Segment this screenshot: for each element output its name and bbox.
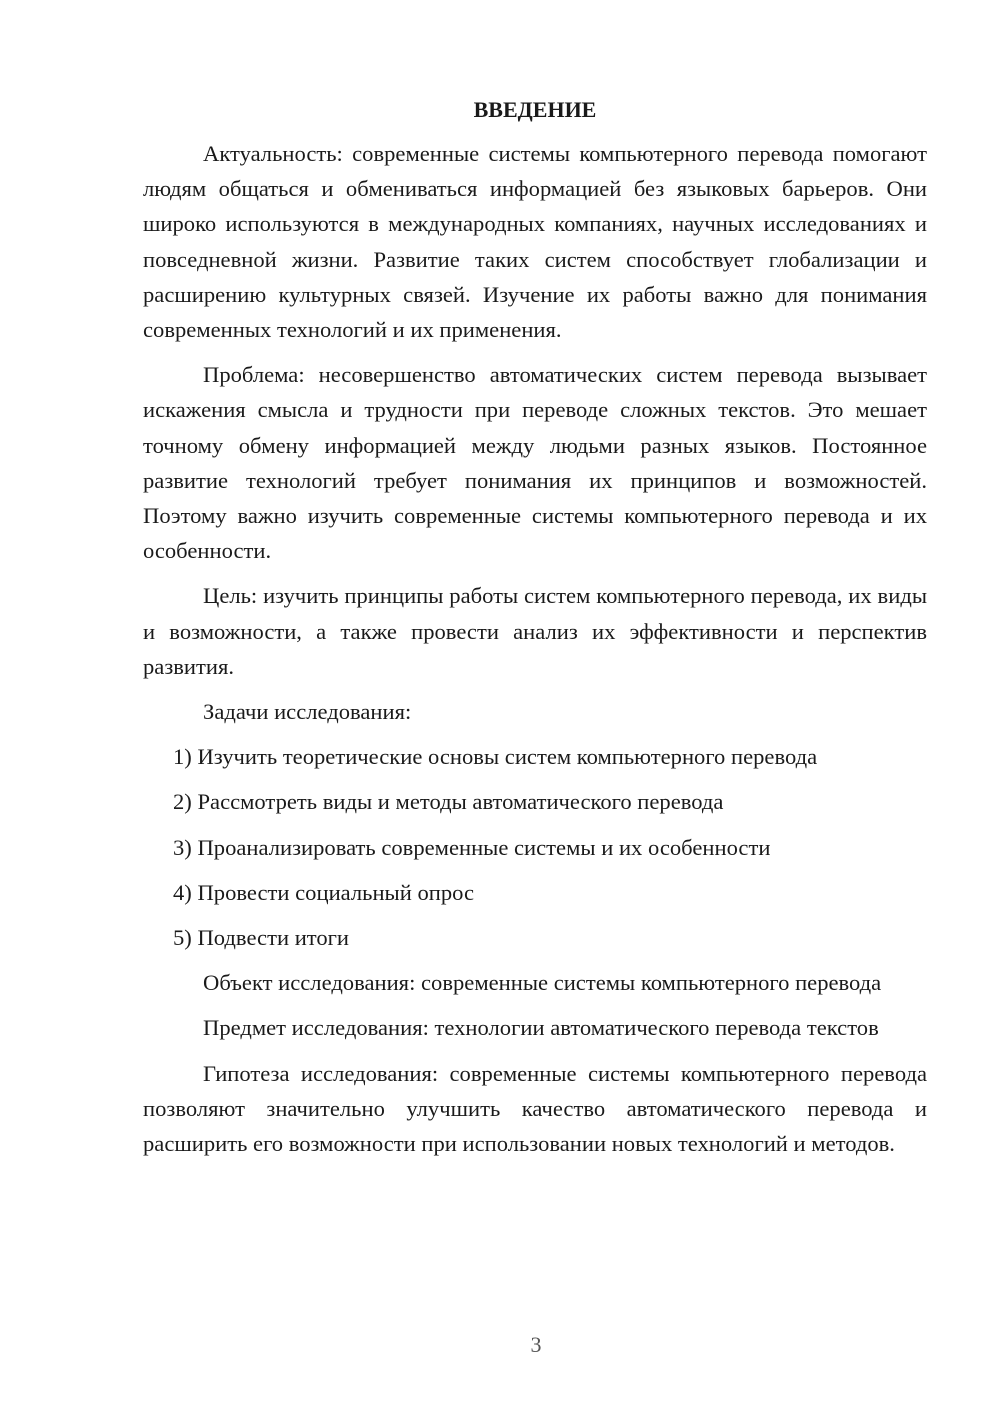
- paragraph-goal: Цель: изучить принципы работы систем компьютерного перевода, их виды и возможности, а также провести анализ их эффективности и перспектив развития.: [143, 583, 927, 679]
- page-number: 3: [530, 1332, 542, 1357]
- paragraph-relevance: Актуальность: современные системы компьютерного перевода помогают людям общаться и обмениваться информацией без языковых барьеров. Они широко используются в международных компаниях, научных исследованиях и повседневной жизни. Развитие таких систем способствует глобализации и расширению культурных связей. Изучение их работы важно для понимания современных технологий и их применения.: [143, 141, 927, 343]
- paragraph-subject: Предмет исследования: технологии автоматического перевода текстов: [203, 1015, 879, 1041]
- task-item: 2) Рассмотреть виды и методы автоматического перевода: [173, 789, 724, 815]
- paragraph-problem: Проблема: несовершенство автоматических систем перевода вызывает искажения смысла и трудности при переводе сложных текстов. Это мешает точному обмену информацией между людьми разных языков. Постоянное развитие технологий требует понимания их принципов и возможностей. Поэтому важно изучить современные системы компьютерного перевода и их особенности.: [143, 362, 927, 564]
- paragraph-object: Объект исследования: современные системы компьютерного перевода: [203, 970, 882, 996]
- task-item: 1) Изучить теоретические основы систем компьютерного перевода: [173, 744, 818, 770]
- task-item: 5) Подвести итоги: [173, 925, 350, 951]
- page-title: ВВЕДЕНИЕ: [473, 97, 597, 122]
- tasks-list: [143, 739, 927, 955]
- task-item: 4) Провести социальный опрос: [173, 879, 475, 905]
- document-page: [143, 92, 927, 1171]
- paragraph-hypothesis: Гипотеза исследования: современные системы компьютерного перевода позволяют значительно улучшить качество автоматического перевода и расширить его возможности при использовании новых технологий и методов.: [143, 1060, 927, 1157]
- task-item: 3) Проанализировать современные системы и их особенности: [173, 834, 771, 860]
- tasks-heading: Задачи исследования:: [203, 699, 412, 725]
